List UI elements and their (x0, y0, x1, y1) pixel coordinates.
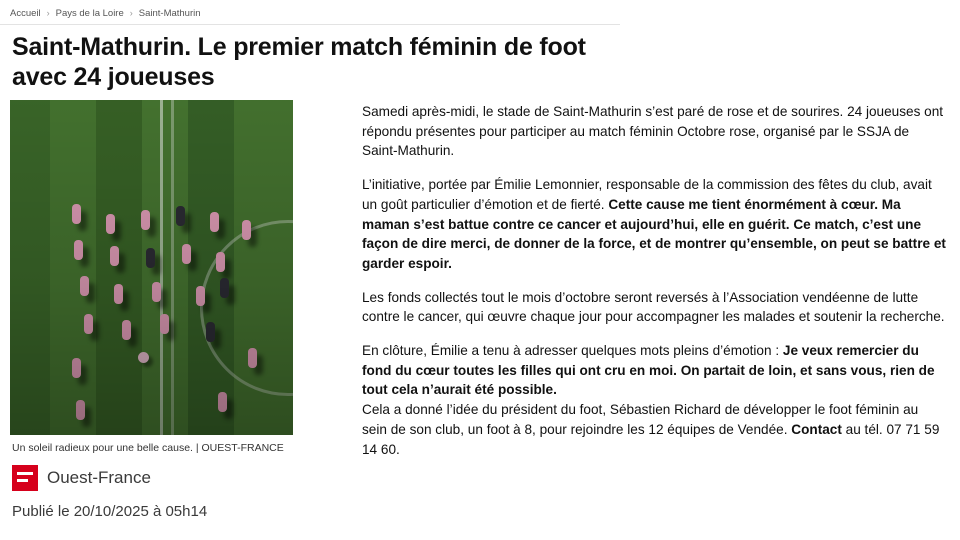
page-title: Saint-Mathurin. Le premier match féminin de foot avec 24 joueuses (12, 33, 586, 91)
media-column (10, 100, 350, 520)
paragraph-text: Samedi après-midi, le stade de Saint-Mathurin s’est paré de rose et de sourires. 24 joueuses ont répondu présentes pour participer au match féminin Octobre rose, organisé par le SSJA de Saint-Mathurin. (362, 104, 944, 159)
breadcrumb (0, 0, 620, 25)
article-paragraph-4 (362, 341, 946, 400)
paragraph-quote: Je veux remercier du fond du cœur toutes les filles qui ont cru en moi. On partait de loin, et sans vous, rien de tout cela n’aurait été possible. (362, 343, 935, 398)
chevron-right-icon: › (46, 8, 50, 18)
paragraph-text: En clôture, Émilie a tenu à adresser quelques mots pleins d’émotion : (362, 343, 783, 359)
article-photo (10, 100, 293, 435)
breadcrumb-item-accueil[interactable]: Accueil (10, 7, 41, 19)
paragraph-quote: Cette cause me tient énormément à cœur. Ma maman s’est battue contre ce cancer et aujourd’hui, elle en guérit. Ce match, c’est une façon de dire merci, de donner de la force, et de montrer qu’ensemble, on peut se battre et garder espoir. (362, 196, 946, 271)
article-body (0, 100, 960, 520)
publisher-name: Ouest-France (47, 468, 151, 487)
breadcrumb-item-pays-de-la-loire[interactable]: Pays de la Loire (55, 7, 124, 19)
breadcrumb-item-saint-mathurin[interactable]: Saint-Mathurin (138, 7, 201, 19)
paragraph-text: Cela a donné l’idée du président du foot, Sébastien Richard de développer le foot féminin au sein de son club, un foot à 8, pour rejoindre les 12 équipes de Vendée. (362, 402, 919, 437)
publisher-brand (12, 465, 350, 491)
publish-date: Publié le 20/10/2025 à 05h14 (12, 503, 208, 520)
article-paragraph-2 (362, 175, 946, 274)
paragraph-text: L’initiative, portée par Émilie Lemonnier, responsable de la commission des fêtes du club, avait un goût particulier d’émotion et de fierté. (362, 177, 932, 212)
contact-label: Contact (791, 421, 842, 437)
article-paragraph-5 (362, 400, 946, 459)
contact-phone: au tél. 07 71 59 14 60. (362, 421, 940, 457)
paragraph-text: Les fonds collectés tout le mois d’octobre seront reversés à l’Association vendéenne de lutte contre le cancer, qui œuvre chaque jour pour accompagner les malades et soutenir la recherche. (362, 289, 945, 325)
photo-caption: Un soleil radieux pour une belle cause. | OUEST-FRANCE (12, 442, 284, 454)
article-paragraph-3 (362, 288, 946, 327)
ouest-france-logo-icon (12, 465, 38, 491)
chevron-right-icon: › (129, 8, 133, 18)
article-paragraph-1 (362, 102, 946, 161)
text-column (362, 100, 946, 473)
photo-shading (10, 100, 293, 435)
